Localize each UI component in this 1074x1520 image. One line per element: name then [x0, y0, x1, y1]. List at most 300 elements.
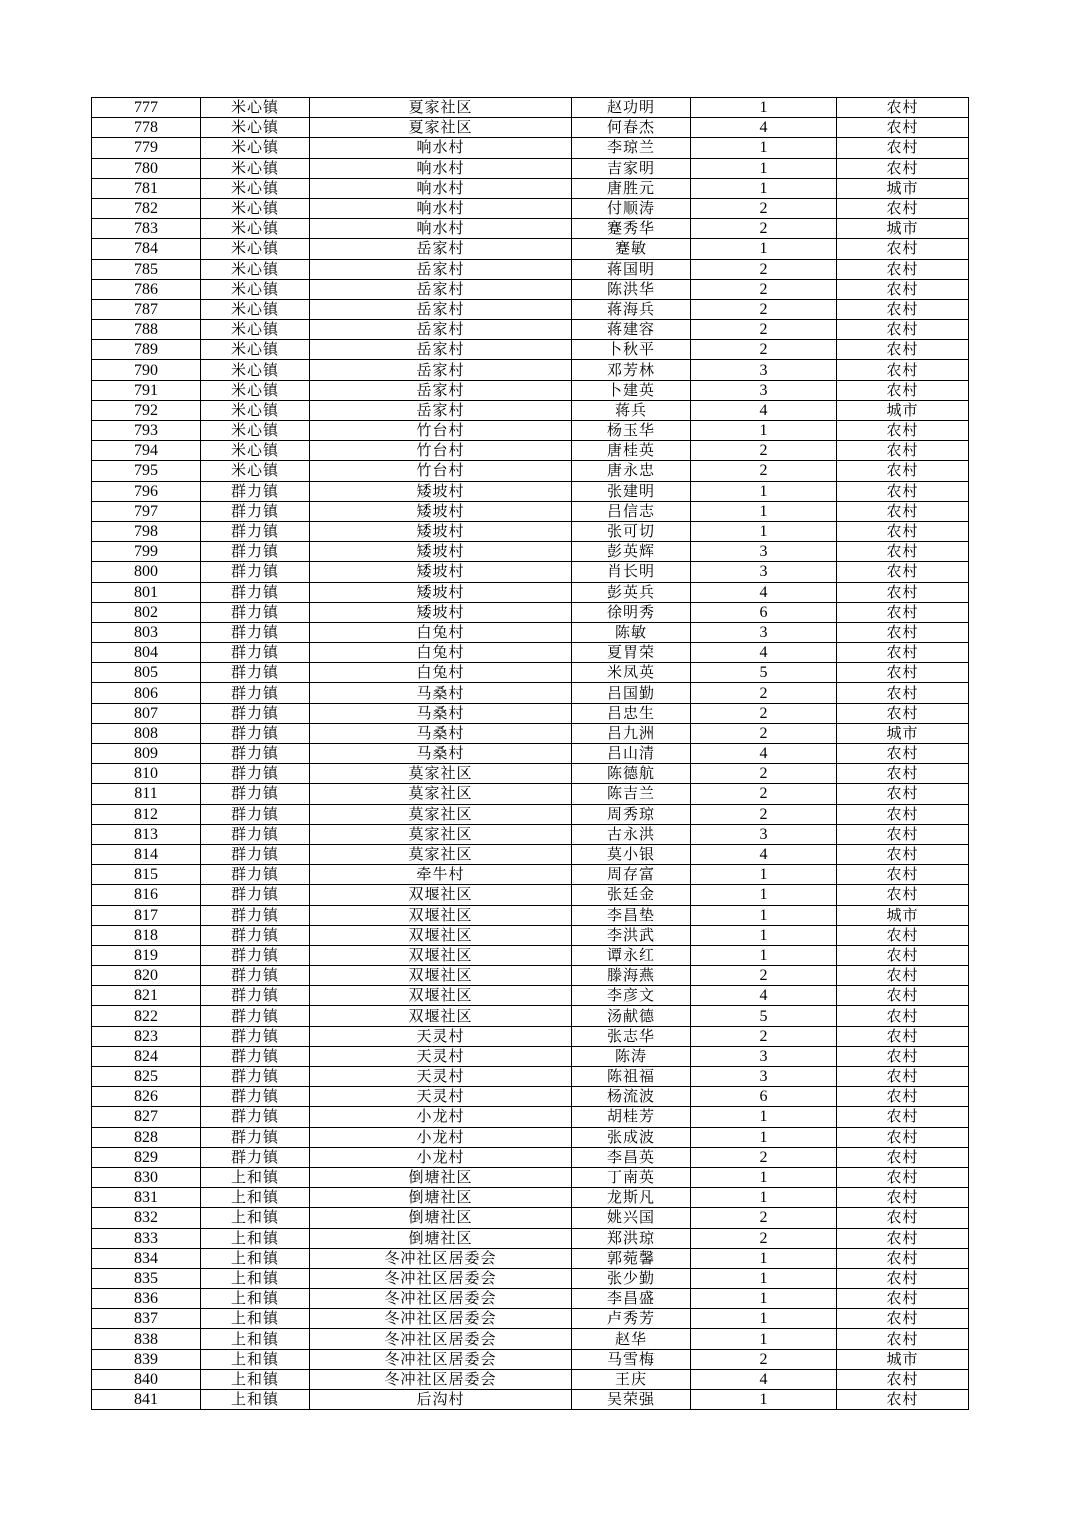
village-cell: 矮坡村: [310, 582, 572, 602]
town-cell: 米心镇: [201, 360, 310, 380]
table-row: [92, 1349, 969, 1369]
town-cell: 群力镇: [201, 521, 310, 541]
village-cell: 竹台村: [310, 461, 572, 481]
index-cell: 788: [92, 320, 201, 340]
name-cell: 吉家明: [572, 158, 691, 178]
count-cell: 2: [691, 259, 837, 279]
count-cell: 2: [691, 461, 837, 481]
count-cell: 2: [691, 1147, 837, 1167]
table-row: [92, 966, 969, 986]
name-cell: 卜秋平: [572, 340, 691, 360]
category-cell: 农村: [837, 380, 969, 400]
table-row: [92, 1309, 969, 1329]
name-cell: 李昌垫: [572, 905, 691, 925]
town-cell: 群力镇: [201, 824, 310, 844]
count-cell: 3: [691, 542, 837, 562]
town-cell: 群力镇: [201, 663, 310, 683]
index-cell: 801: [92, 582, 201, 602]
town-cell: 群力镇: [201, 582, 310, 602]
index-cell: 836: [92, 1289, 201, 1309]
index-cell: 833: [92, 1228, 201, 1248]
name-cell: 李彦文: [572, 986, 691, 1006]
table-row: [92, 219, 969, 239]
name-cell: 张少勤: [572, 1268, 691, 1288]
name-cell: 李昌英: [572, 1147, 691, 1167]
name-cell: 丁南英: [572, 1167, 691, 1187]
category-cell: 城市: [837, 1349, 969, 1369]
count-cell: 3: [691, 824, 837, 844]
count-cell: 3: [691, 562, 837, 582]
village-cell: 双堰社区: [310, 925, 572, 945]
index-cell: 809: [92, 744, 201, 764]
village-cell: 莫家社区: [310, 804, 572, 824]
town-cell: 群力镇: [201, 1046, 310, 1066]
town-cell: 米心镇: [201, 118, 310, 138]
count-cell: 2: [691, 703, 837, 723]
name-cell: 唐胜元: [572, 178, 691, 198]
category-cell: 农村: [837, 542, 969, 562]
table-row: [92, 865, 969, 885]
town-cell: 米心镇: [201, 239, 310, 259]
count-cell: 1: [691, 98, 837, 118]
index-cell: 834: [92, 1248, 201, 1268]
index-cell: 828: [92, 1127, 201, 1147]
category-cell: 农村: [837, 259, 969, 279]
town-cell: 群力镇: [201, 703, 310, 723]
count-cell: 1: [691, 1289, 837, 1309]
count-cell: 1: [691, 521, 837, 541]
name-cell: 蒋兵: [572, 400, 691, 420]
category-cell: 农村: [837, 1289, 969, 1309]
index-cell: 819: [92, 945, 201, 965]
village-cell: 夏家社区: [310, 98, 572, 118]
town-cell: 上和镇: [201, 1188, 310, 1208]
index-cell: 798: [92, 521, 201, 541]
name-cell: 卢秀芳: [572, 1309, 691, 1329]
name-cell: 胡桂芳: [572, 1107, 691, 1127]
town-cell: 群力镇: [201, 905, 310, 925]
town-cell: 米心镇: [201, 198, 310, 218]
town-cell: 群力镇: [201, 744, 310, 764]
village-cell: 夏家社区: [310, 118, 572, 138]
index-cell: 824: [92, 1046, 201, 1066]
table-row: [92, 239, 969, 259]
count-cell: 2: [691, 1208, 837, 1228]
index-cell: 777: [92, 98, 201, 118]
table-row: [92, 824, 969, 844]
town-cell: 米心镇: [201, 158, 310, 178]
village-cell: 矮坡村: [310, 501, 572, 521]
count-cell: 4: [691, 744, 837, 764]
name-cell: 陈吉兰: [572, 784, 691, 804]
index-cell: 811: [92, 784, 201, 804]
town-cell: 上和镇: [201, 1228, 310, 1248]
table-row: [92, 986, 969, 1006]
name-cell: 彭英辉: [572, 542, 691, 562]
table-row: [92, 1167, 969, 1187]
name-cell: 周存富: [572, 865, 691, 885]
index-cell: 826: [92, 1087, 201, 1107]
index-cell: 800: [92, 562, 201, 582]
table-row: [92, 602, 969, 622]
table-row: [92, 178, 969, 198]
name-cell: 张廷金: [572, 885, 691, 905]
data-table: [91, 97, 969, 1410]
index-cell: 793: [92, 421, 201, 441]
town-cell: 群力镇: [201, 986, 310, 1006]
village-cell: 竹台村: [310, 441, 572, 461]
name-cell: 陈洪华: [572, 279, 691, 299]
count-cell: 2: [691, 441, 837, 461]
index-cell: 787: [92, 299, 201, 319]
index-cell: 815: [92, 865, 201, 885]
index-cell: 827: [92, 1107, 201, 1127]
category-cell: 城市: [837, 400, 969, 420]
town-cell: 米心镇: [201, 400, 310, 420]
town-cell: 群力镇: [201, 643, 310, 663]
village-cell: 莫家社区: [310, 824, 572, 844]
category-cell: 农村: [837, 239, 969, 259]
index-cell: 791: [92, 380, 201, 400]
name-cell: 陈涛: [572, 1046, 691, 1066]
village-cell: 白兔村: [310, 622, 572, 642]
village-cell: 冬冲社区居委会: [310, 1329, 572, 1349]
name-cell: 陈敏: [572, 622, 691, 642]
village-cell: 岳家村: [310, 279, 572, 299]
table-row: [92, 723, 969, 743]
index-cell: 832: [92, 1208, 201, 1228]
town-cell: 群力镇: [201, 501, 310, 521]
category-cell: 农村: [837, 1006, 969, 1026]
village-cell: 冬冲社区居委会: [310, 1369, 572, 1389]
town-cell: 群力镇: [201, 865, 310, 885]
table-body: [92, 98, 969, 1410]
category-cell: 农村: [837, 1046, 969, 1066]
category-cell: 农村: [837, 198, 969, 218]
count-cell: 5: [691, 663, 837, 683]
town-cell: 米心镇: [201, 259, 310, 279]
town-cell: 群力镇: [201, 1127, 310, 1147]
table-row: [92, 259, 969, 279]
table-row: [92, 481, 969, 501]
index-cell: 835: [92, 1268, 201, 1288]
index-cell: 799: [92, 542, 201, 562]
name-cell: 杨流波: [572, 1087, 691, 1107]
table-row: [92, 1208, 969, 1228]
index-cell: 803: [92, 622, 201, 642]
town-cell: 米心镇: [201, 219, 310, 239]
village-cell: 莫家社区: [310, 764, 572, 784]
table-row: [92, 1107, 969, 1127]
index-cell: 840: [92, 1369, 201, 1389]
category-cell: 农村: [837, 703, 969, 723]
category-cell: 农村: [837, 138, 969, 158]
town-cell: 群力镇: [201, 966, 310, 986]
index-cell: 792: [92, 400, 201, 420]
town-cell: 群力镇: [201, 804, 310, 824]
village-cell: 岳家村: [310, 239, 572, 259]
name-cell: 肖长明: [572, 562, 691, 582]
village-cell: 后沟村: [310, 1390, 572, 1410]
table-row: [92, 925, 969, 945]
village-cell: 莫家社区: [310, 784, 572, 804]
category-cell: 农村: [837, 966, 969, 986]
name-cell: 蹇秀华: [572, 219, 691, 239]
name-cell: 李琼兰: [572, 138, 691, 158]
table-row: [92, 461, 969, 481]
village-cell: 响水村: [310, 158, 572, 178]
category-cell: 农村: [837, 744, 969, 764]
index-cell: 816: [92, 885, 201, 905]
table-row: [92, 360, 969, 380]
village-cell: 岳家村: [310, 360, 572, 380]
table-row: [92, 784, 969, 804]
name-cell: 彭英兵: [572, 582, 691, 602]
village-cell: 竹台村: [310, 421, 572, 441]
count-cell: 4: [691, 118, 837, 138]
table-row: [92, 562, 969, 582]
category-cell: 城市: [837, 723, 969, 743]
village-cell: 岳家村: [310, 299, 572, 319]
category-cell: 农村: [837, 98, 969, 118]
category-cell: 农村: [837, 784, 969, 804]
index-cell: 795: [92, 461, 201, 481]
index-cell: 839: [92, 1349, 201, 1369]
name-cell: 蒋国明: [572, 259, 691, 279]
table-row: [92, 1228, 969, 1248]
count-cell: 1: [691, 1268, 837, 1288]
index-cell: 823: [92, 1026, 201, 1046]
town-cell: 群力镇: [201, 945, 310, 965]
count-cell: 1: [691, 1390, 837, 1410]
count-cell: 2: [691, 1349, 837, 1369]
name-cell: 吕忠生: [572, 703, 691, 723]
table-row: [92, 804, 969, 824]
town-cell: 上和镇: [201, 1349, 310, 1369]
count-cell: 1: [691, 885, 837, 905]
name-cell: 蒋海兵: [572, 299, 691, 319]
village-cell: 天灵村: [310, 1067, 572, 1087]
count-cell: 5: [691, 1006, 837, 1026]
table-row: [92, 1329, 969, 1349]
name-cell: 古永洪: [572, 824, 691, 844]
town-cell: 米心镇: [201, 98, 310, 118]
table-row: [92, 501, 969, 521]
index-cell: 782: [92, 198, 201, 218]
category-cell: 农村: [837, 602, 969, 622]
table-row: [92, 158, 969, 178]
name-cell: 陈祖福: [572, 1067, 691, 1087]
category-cell: 农村: [837, 320, 969, 340]
count-cell: 1: [691, 421, 837, 441]
town-cell: 群力镇: [201, 1087, 310, 1107]
name-cell: 陈德航: [572, 764, 691, 784]
index-cell: 779: [92, 138, 201, 158]
name-cell: 吕九洲: [572, 723, 691, 743]
village-cell: 天灵村: [310, 1046, 572, 1066]
count-cell: 1: [691, 158, 837, 178]
village-cell: 响水村: [310, 219, 572, 239]
village-cell: 倒塘社区: [310, 1208, 572, 1228]
town-cell: 米心镇: [201, 421, 310, 441]
count-cell: 2: [691, 764, 837, 784]
name-cell: 马雪梅: [572, 1349, 691, 1369]
table-row: [92, 421, 969, 441]
town-cell: 群力镇: [201, 683, 310, 703]
table-row: [92, 1026, 969, 1046]
village-cell: 响水村: [310, 138, 572, 158]
index-cell: 780: [92, 158, 201, 178]
table-row: [92, 663, 969, 683]
village-cell: 岳家村: [310, 380, 572, 400]
count-cell: 2: [691, 320, 837, 340]
town-cell: 群力镇: [201, 1026, 310, 1046]
count-cell: 1: [691, 925, 837, 945]
count-cell: 1: [691, 865, 837, 885]
category-cell: 农村: [837, 764, 969, 784]
index-cell: 802: [92, 602, 201, 622]
count-cell: 4: [691, 643, 837, 663]
index-cell: 829: [92, 1147, 201, 1167]
table-row: [92, 1248, 969, 1268]
index-cell: 784: [92, 239, 201, 259]
name-cell: 吕山清: [572, 744, 691, 764]
count-cell: 2: [691, 279, 837, 299]
name-cell: 张志华: [572, 1026, 691, 1046]
index-cell: 812: [92, 804, 201, 824]
town-cell: 上和镇: [201, 1329, 310, 1349]
town-cell: 群力镇: [201, 562, 310, 582]
count-cell: 1: [691, 138, 837, 158]
count-cell: 2: [691, 219, 837, 239]
name-cell: 谭永红: [572, 945, 691, 965]
count-cell: 1: [691, 501, 837, 521]
count-cell: 3: [691, 360, 837, 380]
category-cell: 农村: [837, 582, 969, 602]
name-cell: 付顺涛: [572, 198, 691, 218]
index-cell: 786: [92, 279, 201, 299]
name-cell: 张建明: [572, 481, 691, 501]
index-cell: 810: [92, 764, 201, 784]
town-cell: 上和镇: [201, 1289, 310, 1309]
table-row: [92, 1369, 969, 1389]
category-cell: 农村: [837, 945, 969, 965]
name-cell: 吕信志: [572, 501, 691, 521]
village-cell: 小龙村: [310, 1147, 572, 1167]
name-cell: 邓芳林: [572, 360, 691, 380]
village-cell: 双堰社区: [310, 966, 572, 986]
count-cell: 3: [691, 622, 837, 642]
town-cell: 米心镇: [201, 279, 310, 299]
village-cell: 马桑村: [310, 744, 572, 764]
category-cell: 农村: [837, 501, 969, 521]
category-cell: 农村: [837, 461, 969, 481]
category-cell: 农村: [837, 360, 969, 380]
town-cell: 群力镇: [201, 1107, 310, 1127]
name-cell: 赵华: [572, 1329, 691, 1349]
town-cell: 群力镇: [201, 542, 310, 562]
name-cell: 龙斯凡: [572, 1188, 691, 1208]
category-cell: 农村: [837, 1188, 969, 1208]
count-cell: 1: [691, 945, 837, 965]
count-cell: 2: [691, 723, 837, 743]
count-cell: 3: [691, 380, 837, 400]
table-row: [92, 885, 969, 905]
town-cell: 群力镇: [201, 1006, 310, 1026]
count-cell: 1: [691, 1309, 837, 1329]
count-cell: 2: [691, 1026, 837, 1046]
index-cell: 804: [92, 643, 201, 663]
category-cell: 农村: [837, 925, 969, 945]
category-cell: 农村: [837, 986, 969, 1006]
name-cell: 米凤英: [572, 663, 691, 683]
table-row: [92, 198, 969, 218]
village-cell: 双堰社区: [310, 945, 572, 965]
table-row: [92, 98, 969, 118]
table-row: [92, 844, 969, 864]
village-cell: 响水村: [310, 178, 572, 198]
table-row: [92, 1006, 969, 1026]
index-cell: 817: [92, 905, 201, 925]
name-cell: 蒋建容: [572, 320, 691, 340]
index-cell: 807: [92, 703, 201, 723]
table-row: [92, 1268, 969, 1288]
index-cell: 805: [92, 663, 201, 683]
category-cell: 农村: [837, 844, 969, 864]
name-cell: 杨玉华: [572, 421, 691, 441]
index-cell: 821: [92, 986, 201, 1006]
category-cell: 农村: [837, 521, 969, 541]
category-cell: 农村: [837, 804, 969, 824]
village-cell: 双堰社区: [310, 1006, 572, 1026]
village-cell: 天灵村: [310, 1087, 572, 1107]
category-cell: 农村: [837, 824, 969, 844]
name-cell: 赵功明: [572, 98, 691, 118]
name-cell: 蹇敏: [572, 239, 691, 259]
category-cell: 农村: [837, 1026, 969, 1046]
town-cell: 米心镇: [201, 320, 310, 340]
table-row: [92, 400, 969, 420]
count-cell: 1: [691, 1248, 837, 1268]
name-cell: 汤献德: [572, 1006, 691, 1026]
category-cell: 农村: [837, 421, 969, 441]
category-cell: 农村: [837, 1208, 969, 1228]
count-cell: 1: [691, 178, 837, 198]
category-cell: 农村: [837, 1248, 969, 1268]
town-cell: 米心镇: [201, 299, 310, 319]
count-cell: 1: [691, 1329, 837, 1349]
count-cell: 2: [691, 1228, 837, 1248]
town-cell: 上和镇: [201, 1309, 310, 1329]
index-cell: 796: [92, 481, 201, 501]
count-cell: 4: [691, 400, 837, 420]
village-cell: 矮坡村: [310, 542, 572, 562]
index-cell: 783: [92, 219, 201, 239]
table-row: [92, 1046, 969, 1066]
count-cell: 2: [691, 683, 837, 703]
category-cell: 农村: [837, 1067, 969, 1087]
village-cell: 马桑村: [310, 723, 572, 743]
category-cell: 农村: [837, 643, 969, 663]
village-cell: 岳家村: [310, 320, 572, 340]
table-row: [92, 643, 969, 663]
village-cell: 冬冲社区居委会: [310, 1268, 572, 1288]
index-cell: 825: [92, 1067, 201, 1087]
count-cell: 1: [691, 1127, 837, 1147]
category-cell: 农村: [837, 1127, 969, 1147]
count-cell: 4: [691, 582, 837, 602]
category-cell: 农村: [837, 1268, 969, 1288]
